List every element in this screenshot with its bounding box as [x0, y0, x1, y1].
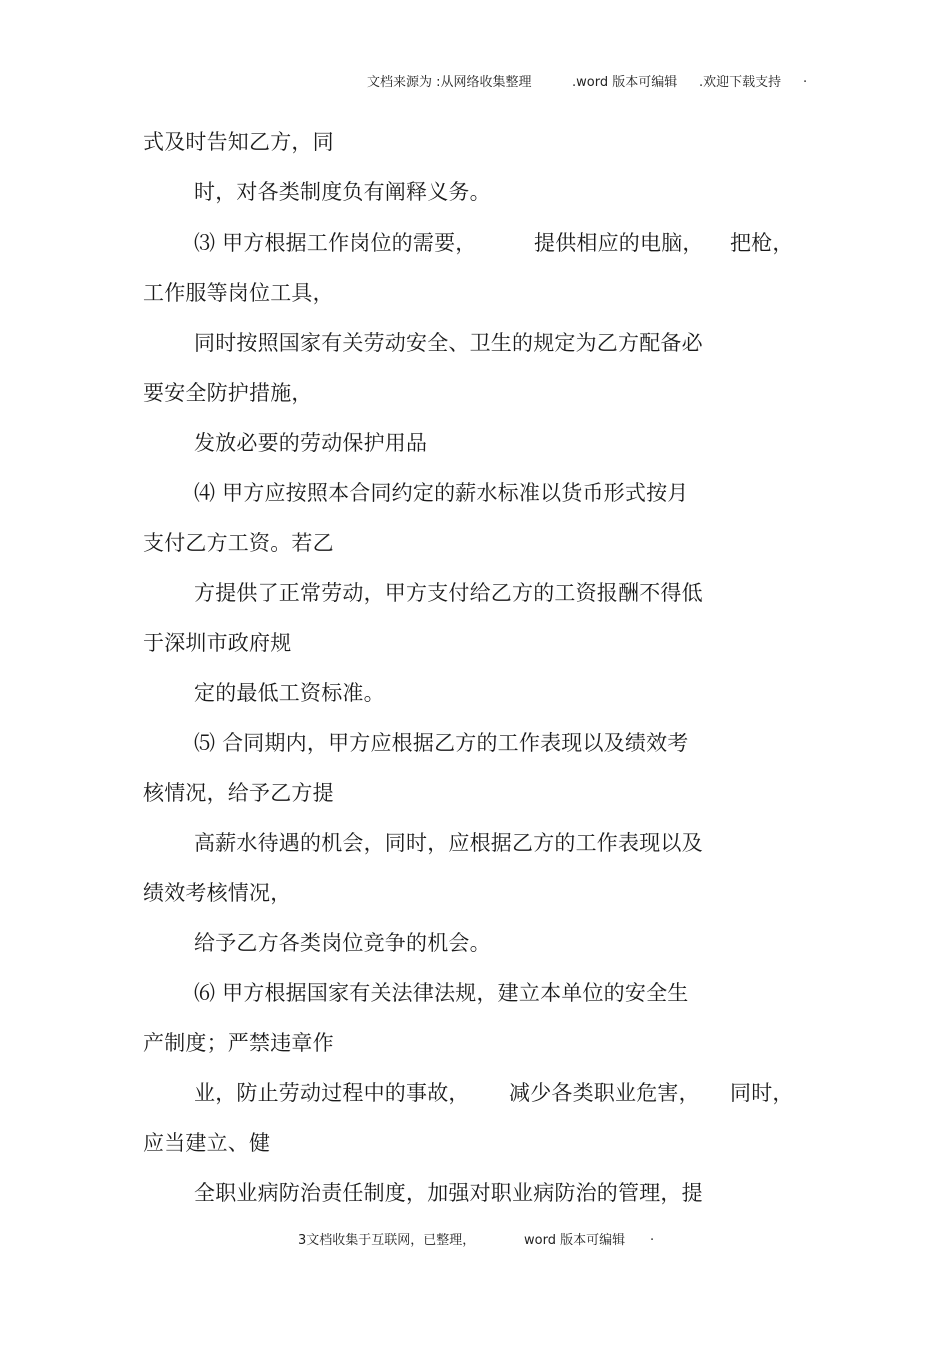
text-line [194, 1079, 470, 1107]
text-line: 应当建立、健 [143, 1131, 271, 1155]
text-line [730, 229, 794, 257]
text-line: 定的最低工资标准。 [194, 681, 385, 705]
text-line: 时，对各类制度负有阐释义务。 [194, 180, 491, 204]
text-line: ⑹ 甲方根据国家有关法律法规，建立本单位的安全生 [194, 981, 689, 1005]
footer-source-text: 3文档收集于互联网，已整理， [298, 1233, 476, 1248]
text-line: 产制度；严禁违章作 [143, 1031, 334, 1055]
footer-editable-text: word 版本可编辑 [524, 1233, 626, 1248]
text-line: 式及时告知乙方，同 [143, 130, 334, 154]
text-line: 要安全防护措施， [143, 381, 313, 405]
text-line [534, 229, 704, 257]
text-line [730, 1079, 794, 1107]
footer-period: . [650, 1229, 655, 1244]
text-line: ⑸ 合同期内，甲方应根据乙方的工作表现以及绩效考 [194, 731, 689, 755]
text-line: 绩效考核情况， [143, 881, 292, 905]
text-line: 给予乙方各类岗位竞争的机会。 [194, 931, 491, 955]
text-line: 核情况，给予乙方提 [143, 781, 334, 805]
text-line: 发放必要的劳动保护用品 [194, 431, 428, 455]
text-line: 高薪水待遇的机会，同时，应根据乙方的工作表现以及 [194, 831, 703, 855]
text-fragment: 减少各类职业危害， [509, 1081, 700, 1105]
text-fragment: 业，防止劳动过程中的事故， [194, 1081, 470, 1105]
text-line: 支付乙方工资。若乙 [143, 531, 334, 555]
header-period: . [803, 71, 808, 86]
text-fragment: 提供相应的电脑， [534, 231, 704, 255]
header-welcome-text: .欢迎下载支持 [699, 75, 782, 90]
text-fragment: ⑶ 甲方根据工作岗位的需要， [194, 231, 477, 255]
text-line [194, 229, 476, 257]
text-fragment: 把枪， [730, 231, 794, 255]
text-line: ⑷ 甲方应按照本合同约定的薪水标准以货币形式按月 [194, 481, 689, 505]
page-footer [0, 1229, 950, 1249]
text-line: 同时按照国家有关劳动安全、卫生的规定为乙方配备必 [194, 331, 703, 355]
page-header [0, 71, 950, 91]
header-editable-text: .word 版本可编辑 [572, 75, 678, 90]
text-line [509, 1079, 700, 1107]
text-line: 方提供了正常劳动，甲方支付给乙方的工资报酬不得低 [194, 581, 703, 605]
text-line: 工作服等岗位工具， [143, 281, 334, 305]
text-line: 全职业病防治责任制度，加强对职业病防治的管理，提 [194, 1181, 703, 1205]
header-source-text: 文档来源为 :从网络收集整理 [367, 75, 532, 90]
text-fragment: 同时， [730, 1081, 794, 1105]
text-line: 于深圳市政府规 [143, 631, 292, 655]
